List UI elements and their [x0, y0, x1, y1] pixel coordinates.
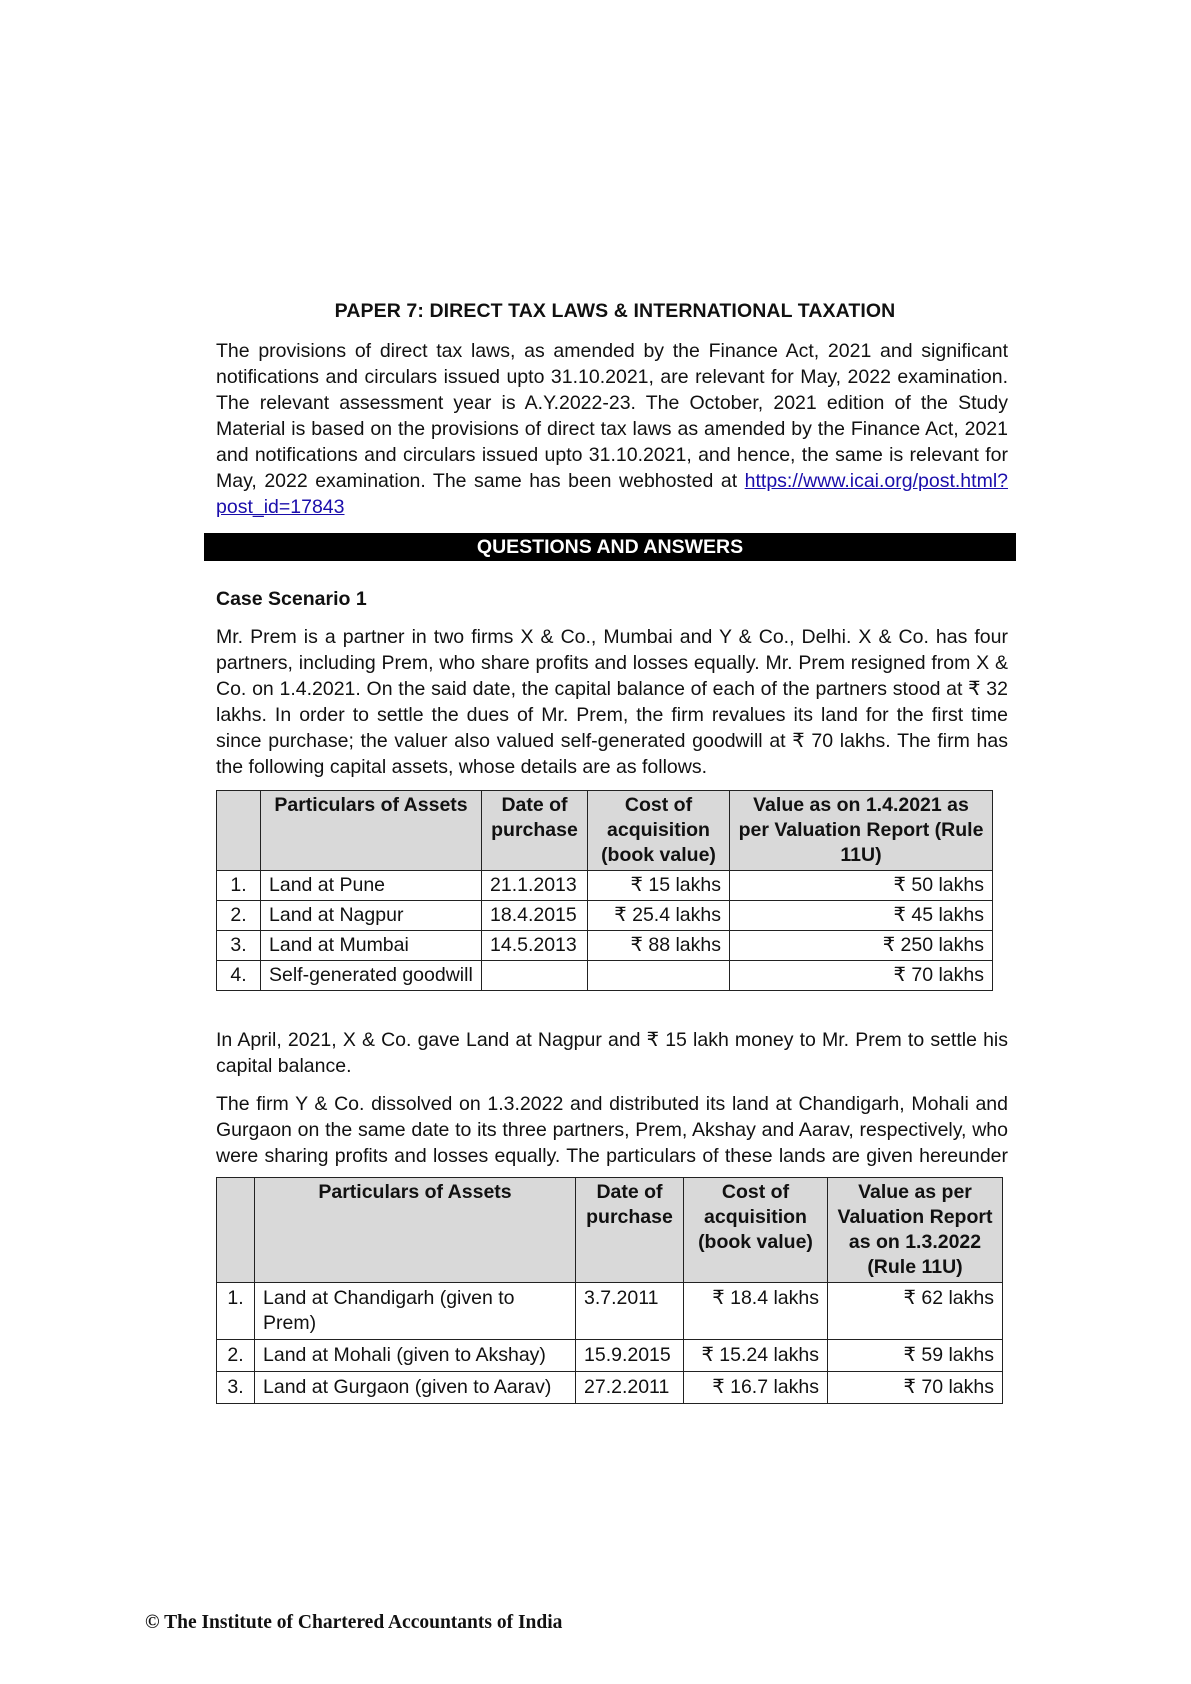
header-date: Date of purchase [482, 791, 588, 871]
table-row [217, 1340, 1003, 1372]
cell-particulars: Land at Gurgaon (given to Aarav) [255, 1372, 576, 1404]
cell-cost: ₹ 16.7 lakhs [684, 1372, 828, 1404]
table-header-row [217, 791, 993, 871]
cell-value: ₹ 62 lakhs [828, 1283, 1003, 1340]
header-value: Value as on 1.4.2021 as per Valuation Report (Rule 11U) [730, 791, 993, 871]
cell-cost: ₹ 25.4 lakhs [588, 901, 730, 931]
cell-cost: ₹ 15.24 lakhs [684, 1340, 828, 1372]
cell-cost: ₹ 88 lakhs [588, 931, 730, 961]
header-index [217, 791, 261, 871]
cell-value: ₹ 59 lakhs [828, 1340, 1003, 1372]
cell-particulars: Land at Pune [261, 871, 482, 901]
section-bar: QUESTIONS AND ANSWERS [204, 533, 1016, 561]
case-paragraph-2: In April, 2021, X & Co. gave Land at Nagpur and ₹ 15 lakh money to Mr. Prem to settle his capital balance. [216, 1029, 1008, 1077]
cell-particulars: Self-generated goodwill [261, 961, 482, 991]
cell-index: 1. [217, 871, 261, 901]
header-cost: Cost of acquisition (book value) [684, 1178, 828, 1283]
footer-copyright: © The Institute of Chartered Accountants of India [145, 1612, 563, 1633]
cell-date: 14.5.2013 [482, 931, 588, 961]
cell-index: 1. [217, 1283, 255, 1340]
study-material-link[interactable]: https://www.icai.org/post.html?post_id=17843 [216, 470, 1008, 518]
table-row [217, 961, 993, 991]
cell-index: 4. [217, 961, 261, 991]
cell-date: 21.1.2013 [482, 871, 588, 901]
cell-value: ₹ 70 lakhs [730, 961, 993, 991]
intro-paragraph [216, 338, 1008, 520]
case-title: Case Scenario 1 [216, 588, 367, 610]
cell-index: 3. [217, 931, 261, 961]
cell-date: 3.7.2011 [576, 1283, 684, 1340]
cell-particulars: Land at Mumbai [261, 931, 482, 961]
cell-date [482, 961, 588, 991]
assets-table-y-co [216, 1177, 1003, 1404]
assets-table-x-co [216, 790, 993, 991]
cell-date: 18.4.2015 [482, 901, 588, 931]
cell-value: ₹ 50 lakhs [730, 871, 993, 901]
header-date: Date of purchase [576, 1178, 684, 1283]
cell-cost: ₹ 15 lakhs [588, 871, 730, 901]
cell-index: 3. [217, 1372, 255, 1404]
table-row [217, 931, 993, 961]
cell-particulars: Land at Chandigarh (given to Prem) [255, 1283, 576, 1340]
header-cost: Cost of acquisition (book value) [588, 791, 730, 871]
table-header-row [217, 1178, 1003, 1283]
cell-value: ₹ 250 lakhs [730, 931, 993, 961]
cell-date: 15.9.2015 [576, 1340, 684, 1372]
header-particulars: Particulars of Assets [255, 1178, 576, 1283]
case-paragraph-1: Mr. Prem is a partner in two firms X & Co., Mumbai and Y & Co., Delhi. X & Co. has four partners, including Prem, who share profits and losses equally. Mr. Prem resigned from X & Co. on 1.4.2021. On the said date, the capital balance of each of the partners stood at ₹ 32 lakhs. In order to settle the dues of Mr. Prem, the firm revalues its land for the first time since purchase; the valuer also valued self-generated goodwill at ₹ 70 lakhs. The firm has the following capital assets, whose details are as follows. [216, 626, 1008, 778]
header-value: Value as per Valuation Report as on 1.3.2022 (Rule 11U) [828, 1178, 1003, 1283]
table-row [217, 1283, 1003, 1340]
intro-text: The provisions of direct tax laws, as amended by the Finance Act, 2021 and significant notifications and circulars issued upto 31.10.2021, are relevant for May, 2022 examination. The relevant assessment year is A.Y.2022-23. The October, 2021 edition of the Study Material is based on the provisions of direct tax laws as amended by the Finance Act, 2021 and notifications and circulars issued upto 31.10.2021, and hence, the same is relevant for May, 2022 examination. The same has been webhosted at [216, 340, 1008, 492]
cell-cost [588, 961, 730, 991]
cell-cost: ₹ 18.4 lakhs [684, 1283, 828, 1340]
cell-value: ₹ 70 lakhs [828, 1372, 1003, 1404]
case-paragraph-3: The firm Y & Co. dissolved on 1.3.2022 and distributed its land at Chandigarh, Mohali and Gurgaon on the same date to its three partners, Prem, Akshay and Aarav, respectively, who were sharing profits and losses equally. The particulars of these lands are given hereunder [216, 1093, 1008, 1167]
header-particulars: Particulars of Assets [261, 791, 482, 871]
cell-date: 27.2.2011 [576, 1372, 684, 1404]
cell-index: 2. [217, 901, 261, 931]
cell-particulars: Land at Nagpur [261, 901, 482, 931]
cell-value: ₹ 45 lakhs [730, 901, 993, 931]
cell-particulars: Land at Mohali (given to Akshay) [255, 1340, 576, 1372]
header-index [217, 1178, 255, 1283]
table-row [217, 901, 993, 931]
cell-index: 2. [217, 1340, 255, 1372]
table-row [217, 1372, 1003, 1404]
page-title: PAPER 7: DIRECT TAX LAWS & INTERNATIONAL TAXATION [334, 300, 896, 322]
table-row [217, 871, 993, 901]
